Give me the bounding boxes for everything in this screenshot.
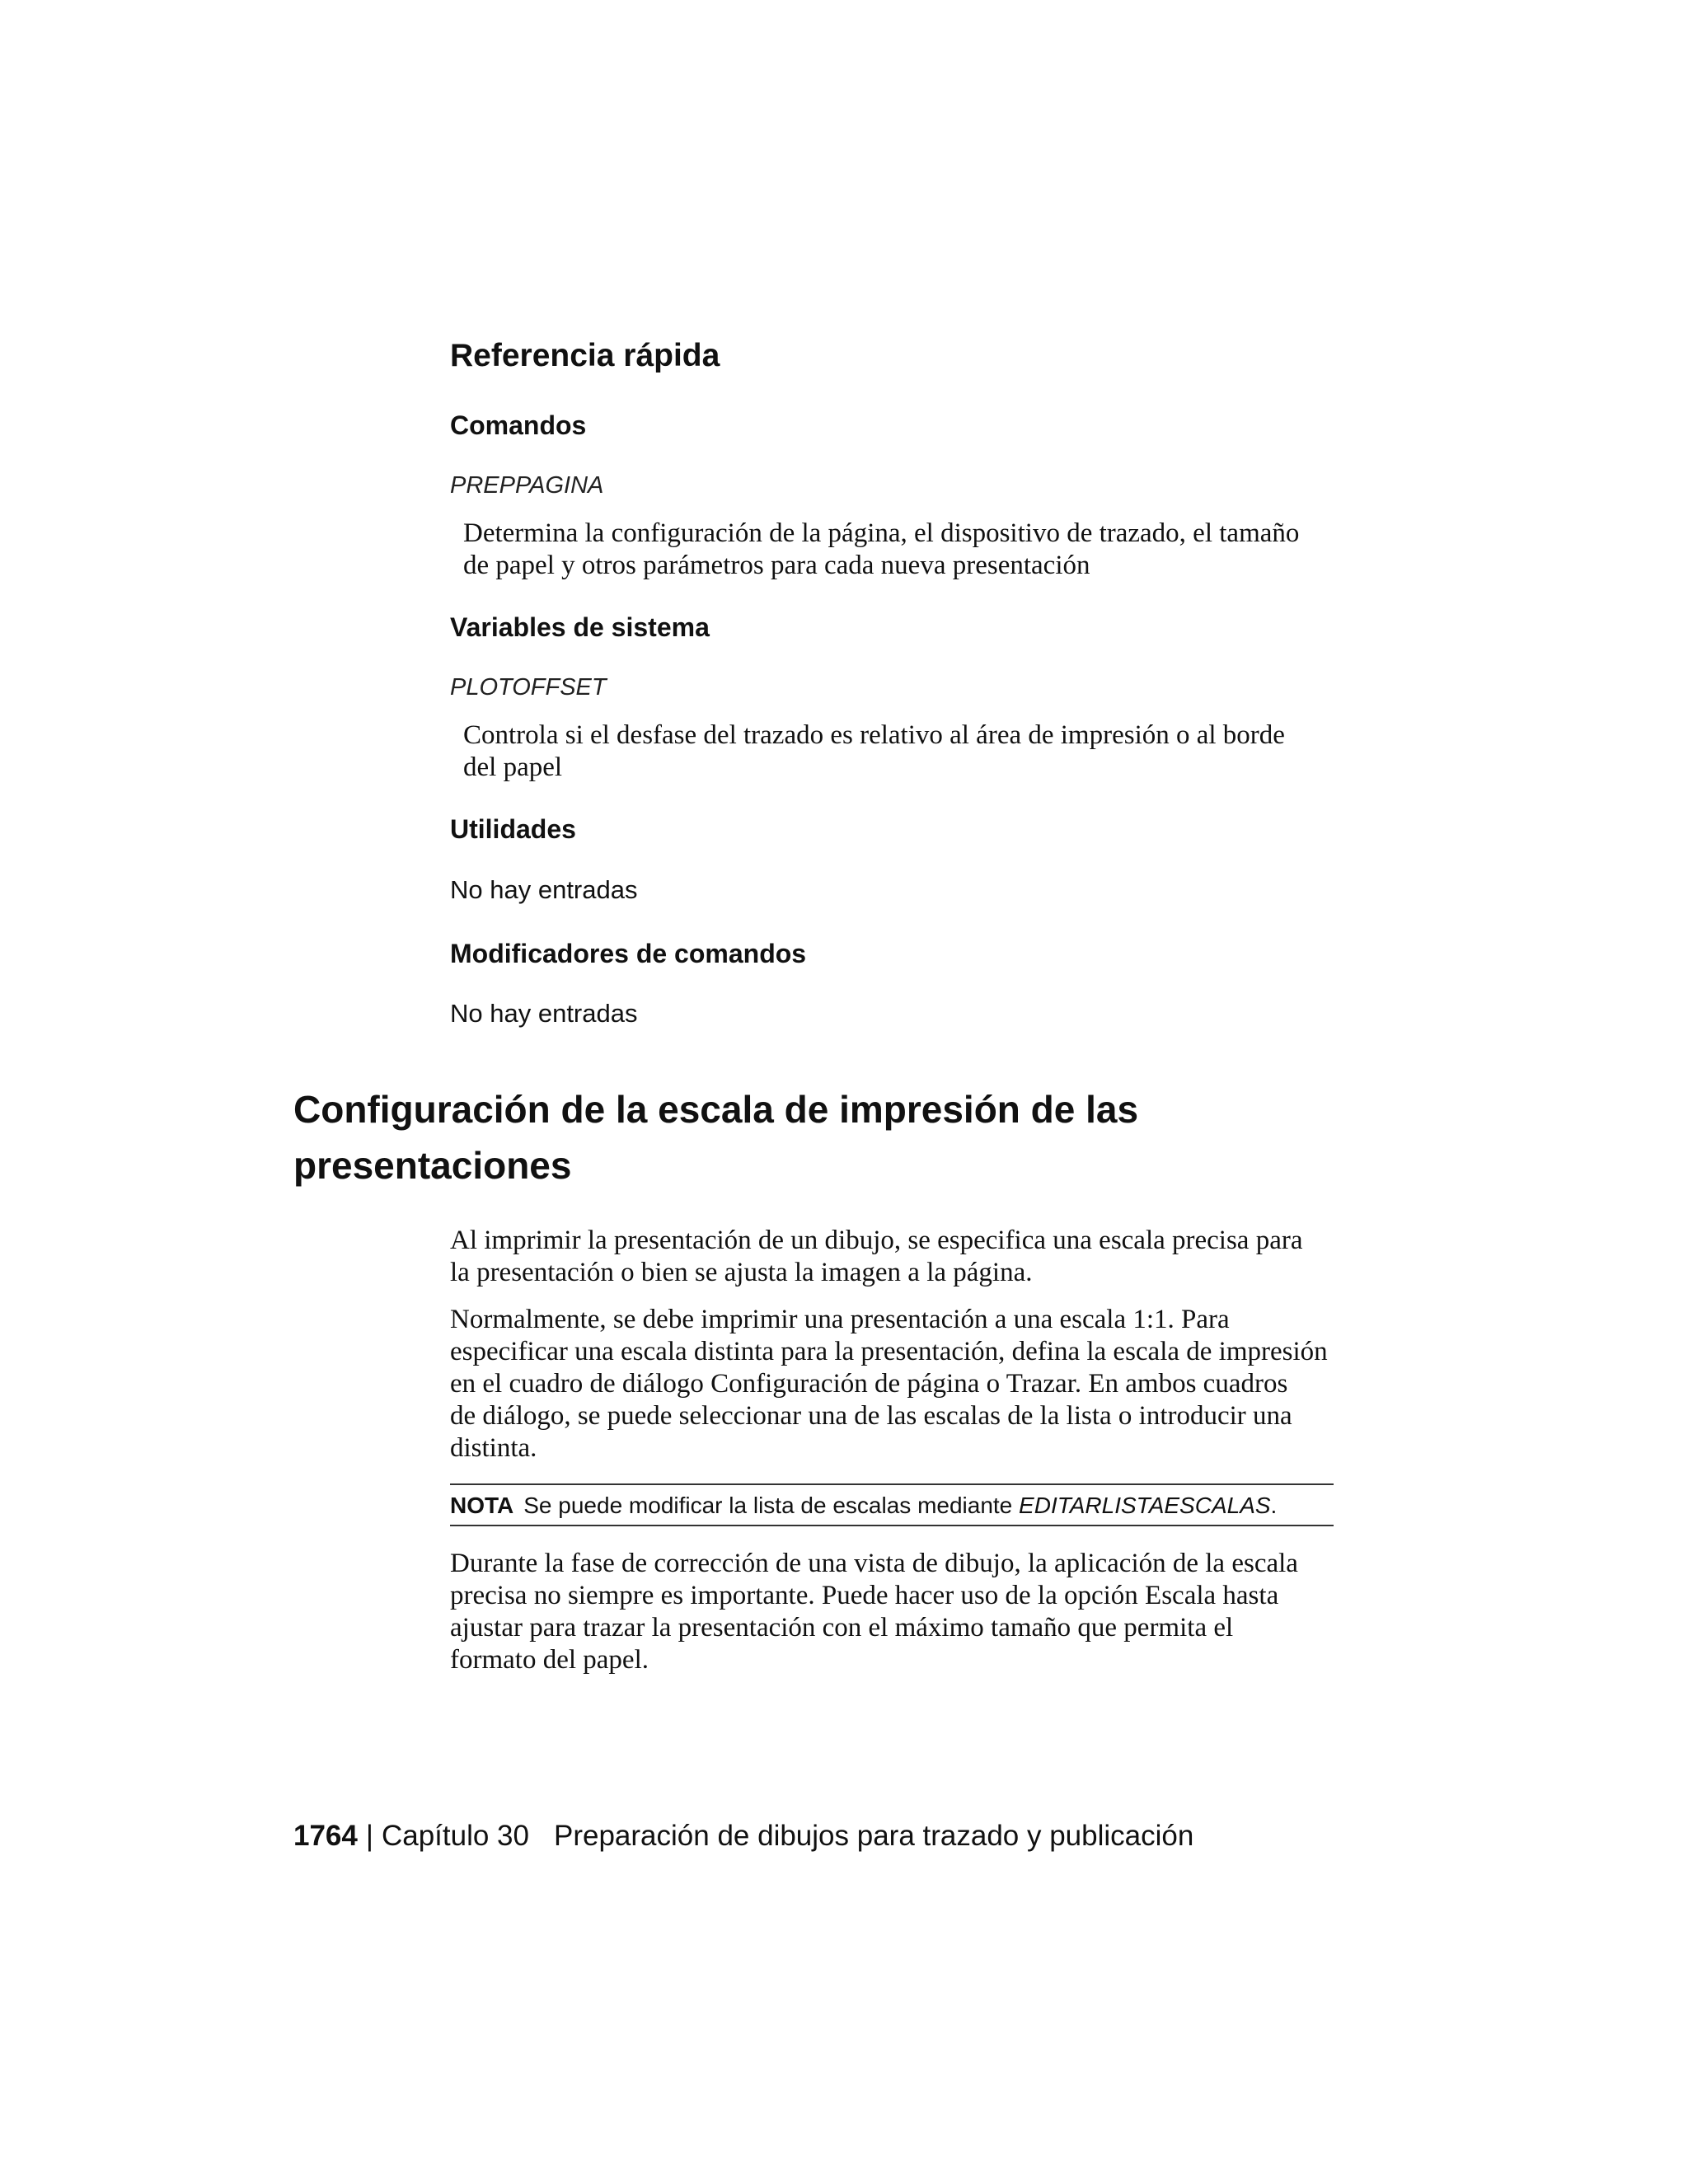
section-title xyxy=(293,1081,1138,1193)
chapter-title: Preparación de dibujos para trazado y publicación xyxy=(554,1820,1194,1852)
note-command: EDITARLISTAESCALAS xyxy=(1019,1493,1271,1518)
command-description-line: Determina la configuración de la página, el dispositivo de trazado, el tamaño xyxy=(463,518,1300,548)
paragraph-line: de diálogo, se puede seleccionar una de las escalas de la lista o introducir una xyxy=(450,1401,1292,1431)
paragraph-line: distinta. xyxy=(450,1433,537,1463)
command-description-line: de papel y otros parámetros para cada nueva presentación xyxy=(463,551,1090,580)
command-modifiers-heading: Modificadores de comandos xyxy=(450,939,807,968)
paragraph-line: formato del papel. xyxy=(450,1645,649,1675)
utilities-text: No hay entradas xyxy=(450,875,638,904)
system-variable-description xyxy=(463,719,1285,784)
section-title-line: Configuración de la escala de impresión de las xyxy=(293,1088,1139,1131)
note-box xyxy=(450,1483,1334,1526)
page-footer xyxy=(293,1820,1193,1853)
system-variable-description-line: del papel xyxy=(463,752,563,782)
note-label: NOTA xyxy=(450,1493,514,1518)
system-variable-term: PLOTOFFSET xyxy=(450,674,607,701)
section-paragraph-3 xyxy=(450,1548,1334,1676)
commands-heading: Comandos xyxy=(450,410,587,440)
system-variables-heading: Variables de sistema xyxy=(450,612,710,642)
quick-reference-title: Referencia rápida xyxy=(450,338,720,373)
note-end: . xyxy=(1270,1493,1278,1518)
command-term: PREPPAGINA xyxy=(450,472,604,499)
system-variable-description-line: Controla si el desfase del trazado es relativo al área de impresión o al borde xyxy=(463,720,1285,750)
section-title-line: presentaciones xyxy=(293,1144,572,1187)
paragraph-line: en el cuadro de diálogo Configuración de página o Trazar. En ambos cuadros xyxy=(450,1369,1288,1399)
paragraph-line: Normalmente, se debe imprimir una presentación a una escala 1:1. Para xyxy=(450,1305,1230,1334)
command-description xyxy=(463,518,1299,582)
paragraph-line: ajustar para trazar la presentación con el máximo tamaño que permita el xyxy=(450,1613,1234,1643)
chapter-label: Capítulo 30 xyxy=(381,1820,529,1852)
command-modifiers-text: No hay entradas xyxy=(450,999,638,1028)
footer-separator: | xyxy=(365,1820,373,1852)
section-paragraph-2 xyxy=(450,1304,1334,1465)
section-paragraph-1 xyxy=(450,1225,1334,1289)
note-text: Se puede modificar la lista de escalas mediante xyxy=(523,1493,1013,1518)
paragraph-line: Durante la fase de corrección de una vista de dibujo, la aplicación de la escala xyxy=(450,1549,1298,1578)
paragraph-line: la presentación o bien se ajusta la imagen a la página. xyxy=(450,1258,1033,1287)
utilities-heading: Utilidades xyxy=(450,814,576,844)
paragraph-line: precisa no siempre es importante. Puede hacer uso de la opción Escala hasta xyxy=(450,1581,1279,1610)
page-number: 1764 xyxy=(293,1820,358,1852)
paragraph-line: especificar una escala distinta para la presentación, defina la escala de impresión xyxy=(450,1337,1328,1366)
paragraph-line: Al imprimir la presentación de un dibujo, se especifica una escala precisa para xyxy=(450,1226,1303,1255)
